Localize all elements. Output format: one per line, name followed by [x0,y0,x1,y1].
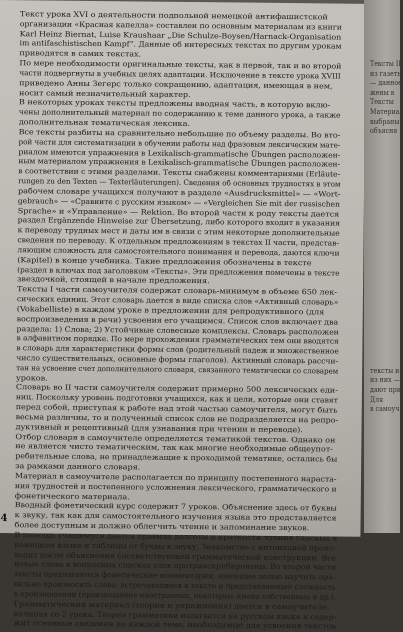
text-line: По мере необходимости оригинальные тексты, как в первой, так и во второй [19,58,342,71]
text-line: весьма различны, то и полученный список слов не подразделяется на репро- [15,412,339,425]
text-line: новые слова в вопросных списках слов протранскрибированы. Во второй части [14,559,337,572]
text-line: в произношении (произношение иностранных, некоторые имена собственные и др.). [13,589,336,602]
text-line: Вводный фонетический курс содержит 7 уроков. Объяснение здесь от буквы [14,500,337,513]
text-line: rungen zu den Texten — Texterläuterungen). Сведения об основных трудностях в этом [18,176,341,189]
adjacent-page-line: Тексты [370,98,394,107]
adjacent-page-line: из газеты [370,69,403,78]
adjacent-page-line: дают при [370,385,402,394]
adjacent-page-line: Для [370,395,384,404]
adjacent-page-line: тексты и [370,366,400,375]
text-line: im antifaschistischen Kampf“. Данные об интересных текстах по другим урокам [19,38,342,52]
text-line: gebrauch» — «Сравните с русским языком» — «Vergleichen Sie mit der russischen [17,195,340,209]
adjacent-page-line: жены в [370,88,395,97]
text-line: за рамками данного словаря. [15,461,141,472]
text-line: ниц. Поскольку уровень подготовки учащихся, как и цели, которые они ставят [15,392,338,405]
text-line: Текст урока XVI о деятельности подпольной немецкой антифашистской [19,9,328,22]
text-line: Словарь во II части самоучителя содержит примерно 500 лексических еди- [15,382,338,396]
adjacent-page-line: Материал [370,107,403,116]
text-line: сических единиц. Этот словарь дается в виде списка слов «Активный словарь» [16,294,339,307]
text-line: ребительные слова, не принадлежащие к проходимой тематике, остались бы [15,451,338,464]
text-line: Karl Heinz Biernat, Luise Kraushaar „Die Schulze-Boysen/Harnack-Organisation [19,28,342,42]
text-line: Материал в самоучителе располагается по принципу постепенного нараста- [14,471,337,484]
text-line: тексты предлагаются фонетические комментарии, имеющие целью научить пра- [13,569,336,582]
adjacent-page-edge [364,0,403,533]
text-line: В некоторых уроках тексты предложены вводная часть, в которую вклю- [18,97,331,110]
text-line: вильно произносить слова, встречающиеся в тексте и представляющие сложность [13,579,336,592]
text-line: в словарь для характеристики формы слов (родительный падеж и множественное [16,343,339,356]
adjacent-page-line: из них — [370,376,400,385]
text-line: к звуку, так как для самостоятельного изучения языка это представляется [14,510,337,523]
text-line: дуктивный и рецептивный (для узнавания при чтении и переводе). [15,421,303,434]
text-line: начиная со 2 урока. Теория грамматики излагается на русском языке и содер- [13,608,337,622]
text-line: организации «Красная капелла» составлен по основным материалам из книги [19,19,342,32]
text-line: более доступным и должно облегчить чтение и запоминание звуков. [14,520,310,533]
text-line: Тексты I части самоучителя содержат словарь-минимум в объеме 650 лек- [16,284,338,297]
text-line: Грамматический материал (теория и упражнения) дается в самоучителе, [13,598,330,612]
text-line: звездочкой, стоящей в начале предложения. [17,274,210,286]
text-line: в алфавитном порядке. По мере прохождения грамматических тем они вводятся [16,333,339,346]
adjacent-page-line: Тексты III [370,60,403,68]
text-line: немецком языке и таблицы от буквы к звуку. Знакомство с интонацией проис- [14,539,336,553]
text-line: рой части для систематизации в обучении работы над фразовым лексическим мате- [18,136,341,150]
text-line: к переводу трудных мест и даты им в связи с этим некоторые дополнительные [17,225,340,238]
text-line: В помощь учащемуся дается правила долготы и краткости чтения гласных в [14,530,337,543]
adjacent-page-top-lines [364,0,403,137]
text-line: ния трудностей и постепенного усложнения лексического, грамматического и [14,480,337,494]
text-line: не является чисто тематическим, так как многие необходимые общеупот- [15,441,333,454]
text-line: приведено Анны Зегерс только сокращению, адаптация, имеющая в нем, [19,78,333,91]
adjacent-page-line: объясня [370,127,398,136]
text-line: в соответствии с этими разделами. Тексты снабжены комментариями (Erläute- [18,166,341,179]
text-line: перед собой, приступая к работе над этой частью самоучителя, могут быть [15,402,338,415]
text-line: дополнительная тематическая лексика. [18,117,190,129]
text-line: ходит после объяснения соответствующей грамматической конструкции. Все [14,549,337,563]
text-line: ным материалом упражнения в Lexikalisch-grammatische Übungen расположен- [18,156,341,169]
adjacent-page-line: — данное [370,79,402,88]
text-block [13,9,341,632]
adjacent-page-line: выбраны [370,117,400,126]
adjacent-page-bottom-lines [364,137,400,415]
text-line: жит основные сведения по каждой теме, необходимые для усвоения текстов [13,618,336,631]
text-line: носит самый незначительный характер. [18,87,191,99]
text-line: ляющим сложность для самостоятельного понимания и перевода, даются ключи [17,245,340,258]
adjacent-page-line: в самоуч [370,405,400,414]
text-line: рабочем словаре учащихся получают в разделе «Ausdrucksmittel» — «Wort- [17,186,341,199]
text-line: Sprache» и «Управление» — Rektion. Во второй части к роду тексты дается [17,205,340,219]
page-number: 4 [0,513,8,525]
text-line: уроков. [16,372,48,383]
text-line: число существительных, основные формы глаголов). Активный словарь рассчи- [16,353,339,366]
text-line: воспроизведения в речи) усвоения его учащимся. Список слов включает два [16,313,339,327]
text-line: (Vokabelliste) в каждом уроке в предложении для репродуктивного (для [16,304,325,317]
text-line: сведения по переводу. К отдельным предложениям в текстах II части, представ- [17,235,339,248]
text-line: риалом имеются упражнения в Lexikalisch-grammatische Übungen расположен- [18,146,341,160]
text-line: тан на усвоение счет дополнительного словаря, связанного тематически со словарем [16,363,339,376]
text-line: раздела: 1) Слова; 2) Устойчивые словесные комплексы. Словарь расположен [16,323,339,337]
text-line: (раздел в ключах под заголовком «Тексты». Эти предложения помечены в тексте [17,264,340,278]
text-line: фонетического материала. [14,490,130,501]
text-line: части подвергнуты в учебных целях адаптации. Исключение в тексте урока XVIII [19,68,341,81]
text-line: (Kapitel) в конце учебника. Такие предложения обозначены в тексте [17,254,312,267]
text-line: приводятся в самих текстах. [19,48,142,59]
text-line: чены дополнительный материал по содержанию к теме данного урока, а также [18,107,341,120]
text-line: раздел Ergänzende Hinweise zur Übersetzung, либо которого входит в указания [17,215,340,228]
text-line: Все тексты разбиты на сравнительно небольшие по объему разделы. Во вто- [18,127,341,140]
text-line: Отбор словаря в самоучителе определяется тематикой текстов. Однако он [15,431,336,445]
